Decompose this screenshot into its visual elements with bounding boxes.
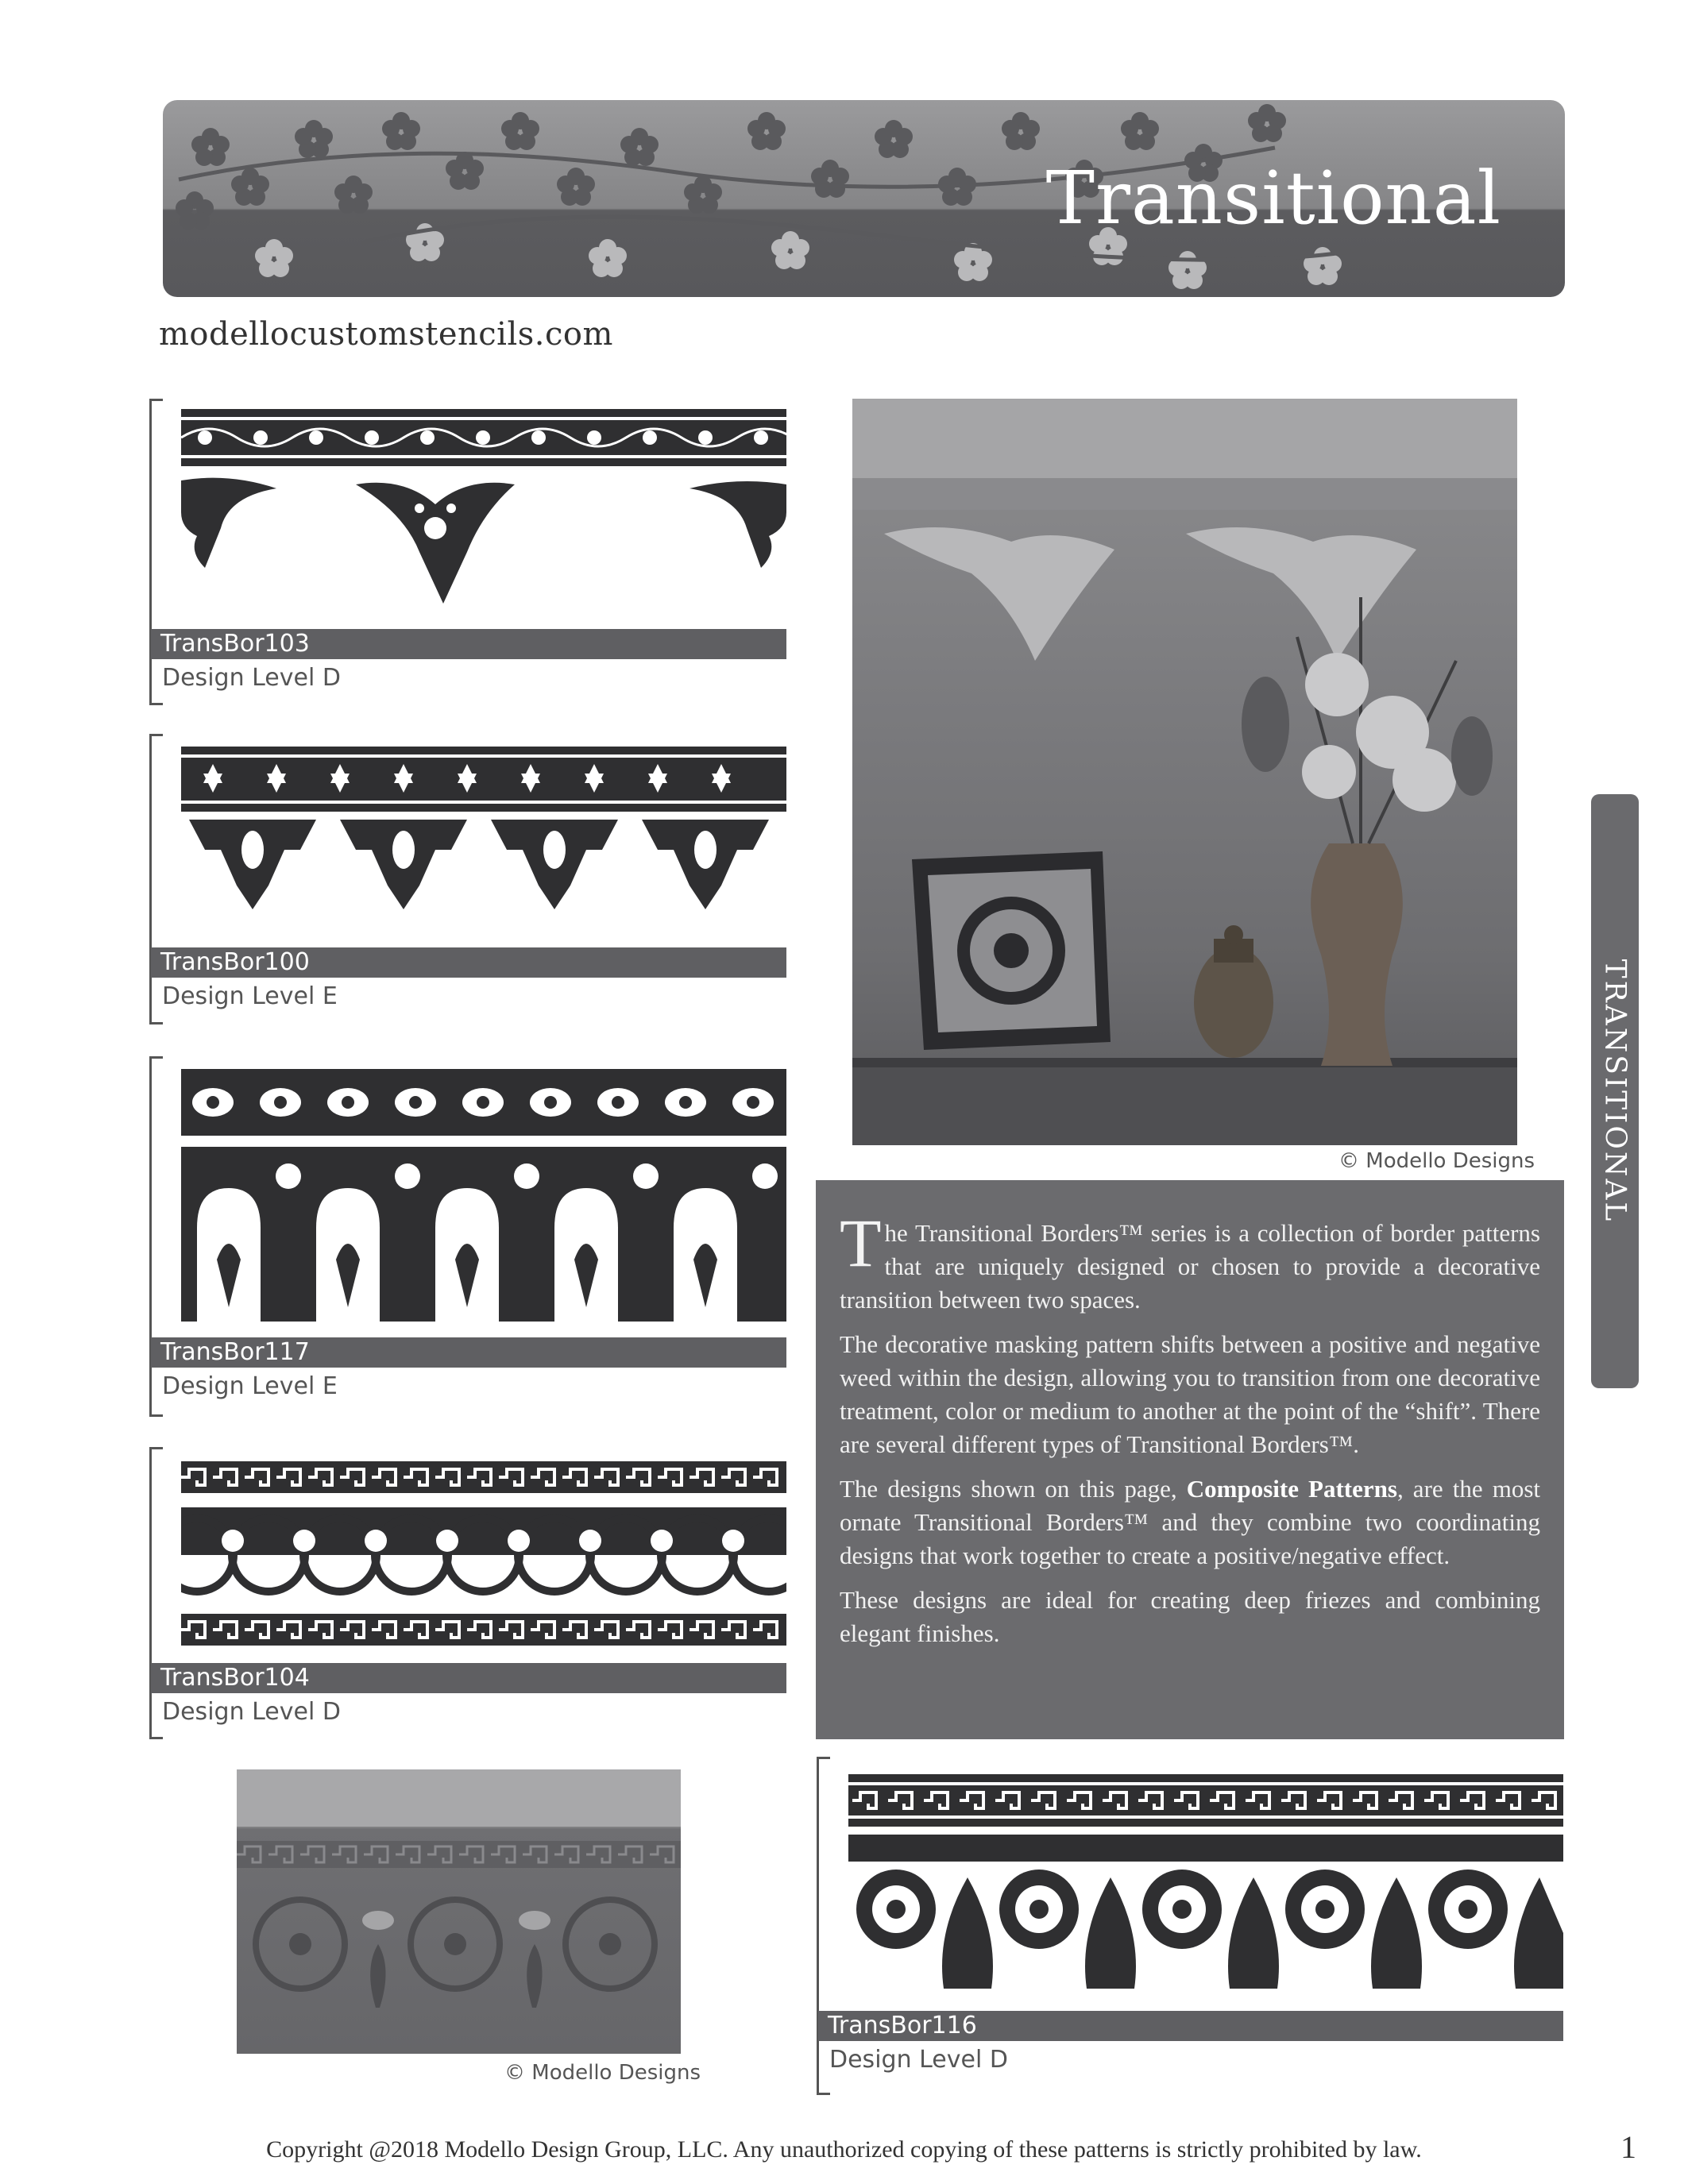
page-number: 1 bbox=[1620, 2129, 1636, 2165]
copyright-notice: Copyright @2018 Modello Design Group, LLC. Any unauthorized copying of these patterns is strictly prohibited by law. bbox=[266, 2136, 1422, 2163]
photo-credit: © Modello Designs bbox=[1338, 1149, 1535, 1173]
design-level-label: Design Level E bbox=[162, 1372, 338, 1400]
stencil-image-transbor117 bbox=[181, 1069, 786, 1322]
card-bracket bbox=[149, 734, 163, 1024]
design-level-label: Design Level D bbox=[162, 1698, 341, 1726]
stencil-image-transbor100 bbox=[181, 747, 786, 937]
description-panel bbox=[816, 1180, 1564, 1739]
stencil-image-transbor103 bbox=[181, 409, 786, 631]
card-bracket bbox=[817, 1757, 830, 2095]
stencil-image-transbor104 bbox=[181, 1461, 786, 1646]
description-paragraph: These designs are ideal for creating deep friezes and combining elegant finishes. bbox=[840, 1586, 1540, 1647]
stencil-image-transbor116 bbox=[848, 1774, 1563, 2001]
page-title: Transitional bbox=[1045, 156, 1501, 241]
stencil-code-label: TransBor103 bbox=[151, 629, 786, 659]
section-tab-label: TRANSITIONAL bbox=[1598, 959, 1632, 1224]
stencil-code-label: TransBor100 bbox=[151, 947, 786, 978]
website-url: modellocustomstencils.com bbox=[159, 316, 613, 353]
section-tab bbox=[1591, 794, 1639, 1388]
photo-credit: © Modello Designs bbox=[504, 2061, 701, 2085]
stencil-code-label: TransBor117 bbox=[151, 1337, 786, 1368]
vase-with-flowers bbox=[1242, 597, 1493, 1066]
stencil-code-label: TransBor116 bbox=[818, 2011, 1563, 2041]
room-photo bbox=[852, 399, 1517, 1145]
decorative-tile bbox=[912, 851, 1111, 1050]
description-paragraph: The decorative masking pattern shifts between a positive and negative weed within the design, allowing you to transition from one decorative treatment, color or medium to another at the point of the “shift”. There are several different types of Transitional Borders™. bbox=[840, 1330, 1540, 1458]
card-bracket bbox=[149, 1447, 163, 1739]
description-paragraph: The Transitional Borders™ series is a collection of border patterns that are uniquely designed or chosen to provide a decorative transition between two spaces. bbox=[840, 1205, 1540, 1314]
card-bracket bbox=[149, 399, 163, 705]
urn bbox=[1194, 925, 1273, 1058]
design-level-label: Design Level D bbox=[162, 664, 341, 692]
design-level-label: Design Level E bbox=[162, 982, 338, 1010]
stencil-code-label: TransBor104 bbox=[151, 1663, 786, 1693]
design-level-label: Design Level D bbox=[829, 2046, 1008, 2074]
header-banner bbox=[163, 100, 1565, 297]
drop-cap: T bbox=[840, 1205, 882, 1281]
frieze-photo bbox=[237, 1769, 681, 2054]
description-paragraph: The designs shown on this page, Composite Patterns, are the most ornate Transitional Borders™ and they combine two coordinating designs that work together to create a positive/negative effect. bbox=[840, 1475, 1540, 1569]
highlight-text: Composite Patterns bbox=[1186, 1475, 1397, 1503]
